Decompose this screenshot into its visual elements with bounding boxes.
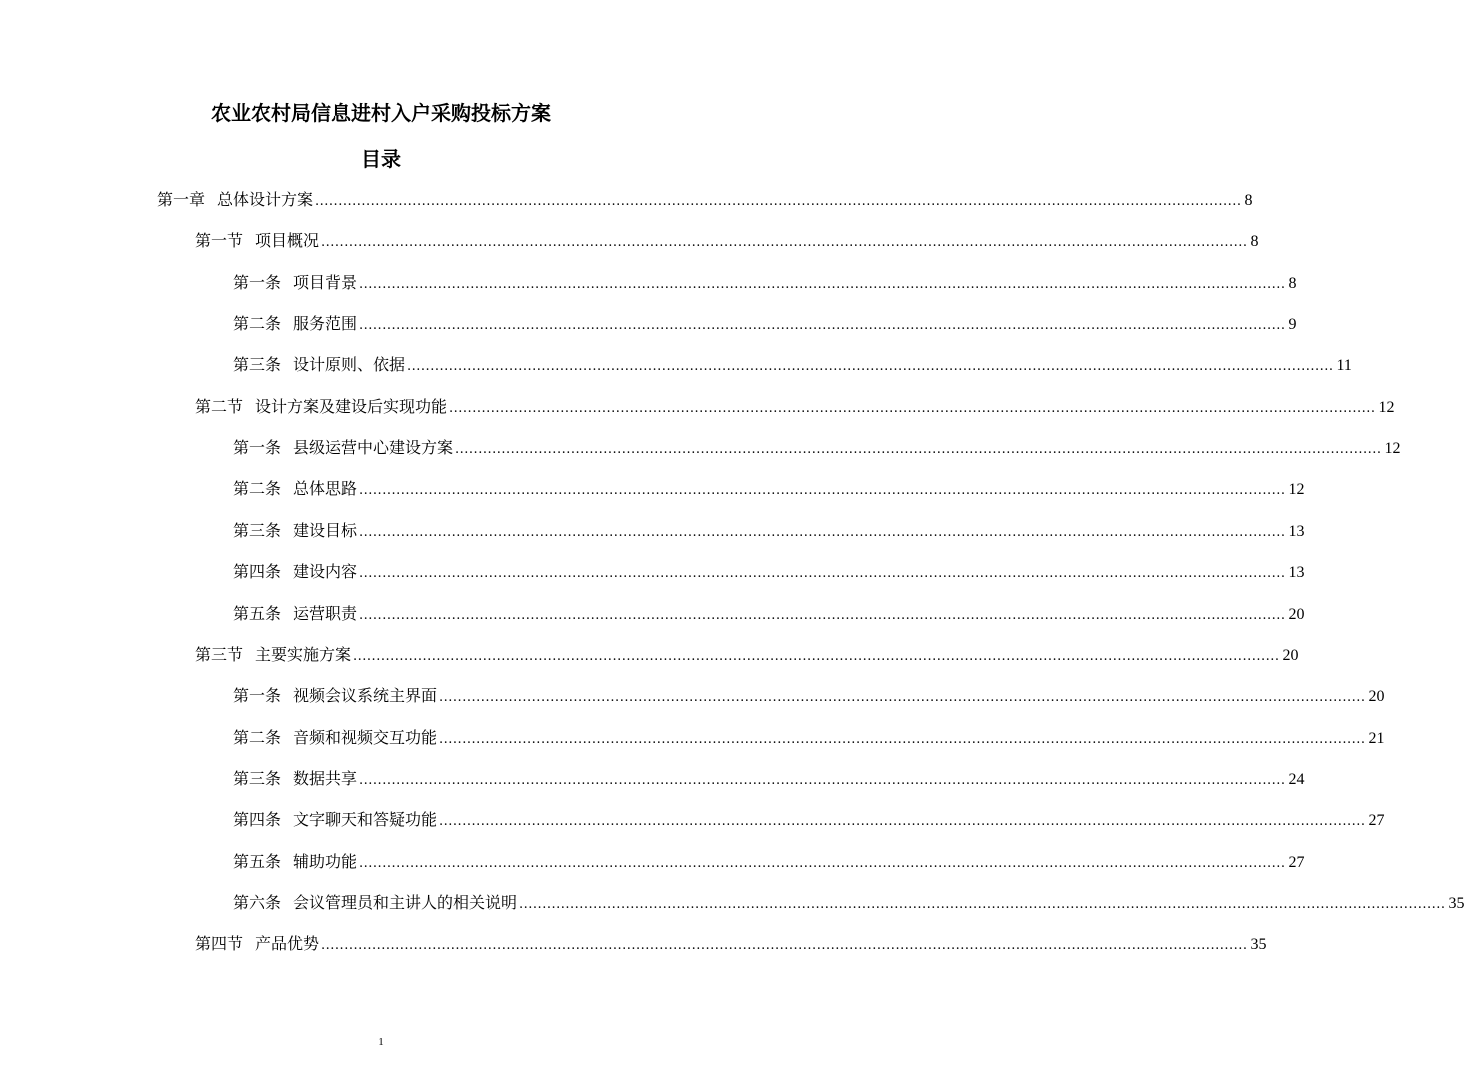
toc-entry-page: 13 [1288, 522, 1305, 540]
toc-dot-leader: ........................................................................................................................................................................................................ [519, 896, 1446, 912]
page-number: 1 [378, 1036, 384, 1048]
toc-entry[interactable] [195, 641, 1299, 669]
toc-entry-title: 建设目标 [293, 520, 358, 540]
toc-entry-title: 主要实施方案 [255, 644, 352, 664]
toc-entry-title: 数据共享 [293, 768, 358, 788]
toc-entry[interactable] [233, 889, 1465, 917]
toc-entry[interactable] [233, 600, 1305, 628]
toc-entry-title: 总体设计方案 [217, 190, 314, 209]
toc-dot-leader: ........................................................................................................................................................................................................ [321, 938, 1248, 954]
toc-entry[interactable] [233, 724, 1385, 752]
toc-entry[interactable] [233, 765, 1305, 793]
toc-entry[interactable] [233, 558, 1305, 586]
toc-entry[interactable] [195, 930, 1267, 958]
toc-dot-leader: ........................................................................................................................................................................................................ [439, 731, 1366, 747]
toc-dot-leader: ........................................................................................................................................................................................................ [439, 690, 1366, 706]
toc-entry[interactable] [233, 310, 1297, 338]
toc-entry-number: 第三条 [233, 355, 282, 375]
toc-entry[interactable] [233, 806, 1385, 834]
toc-dot-leader: ........................................................................................................................................................................................................ [359, 318, 1286, 334]
toc-entry-number: 第五条 [233, 603, 282, 623]
toc-entry[interactable] [195, 393, 1395, 421]
toc-entry[interactable] [233, 269, 1297, 297]
toc-entry-page: 8 [1244, 192, 1253, 209]
toc-entry[interactable] [157, 186, 1253, 214]
toc-dot-leader: ........................................................................................................................................................................................................ [449, 400, 1376, 416]
toc-dot-leader: ........................................................................................................................................................................................................ [407, 359, 1334, 375]
toc-entry-page: 13 [1288, 564, 1305, 582]
toc-entry-title: 设计方案及建设后实现功能 [255, 396, 448, 416]
toc-entry[interactable] [233, 848, 1305, 876]
toc-dot-leader: ........................................................................................................................................................................................................ [321, 235, 1248, 251]
toc-entry[interactable] [195, 227, 1259, 255]
toc-entry-number: 第四节 [195, 934, 244, 954]
toc-entry-title: 文字聊天和答疑功能 [293, 810, 438, 830]
toc-dot-leader: ........................................................................................................................................................................................................ [359, 772, 1286, 788]
toc-entry-title: 设计原则、依据 [293, 355, 406, 375]
toc-entry-number: 第二条 [233, 314, 282, 334]
toc-entry-title: 辅助功能 [293, 851, 358, 871]
toc-heading: 目录 [361, 147, 401, 171]
toc-entry-number: 第二节 [195, 396, 244, 416]
toc-dot-leader: ........................................................................................................................................................................................................ [439, 814, 1366, 830]
toc-entry[interactable] [233, 351, 1352, 379]
toc-dot-leader: ........................................................................................................................................................................................................ [359, 855, 1286, 871]
toc-entry-number: 第四条 [233, 810, 282, 830]
toc-entry-title: 服务范围 [293, 314, 358, 334]
toc-entry-title: 项目概况 [255, 231, 320, 251]
toc-entry-page: 35 [1448, 894, 1465, 912]
toc-entry-title: 会议管理员和主讲人的相关说明 [293, 892, 518, 912]
toc-dot-leader: ........................................................................................................................................................................................................ [359, 524, 1286, 540]
toc-entry-page: 20 [1368, 688, 1385, 706]
toc-entry-number: 第四条 [233, 562, 282, 582]
toc-entry-number: 第五条 [233, 851, 282, 871]
toc-dot-leader: ........................................................................................................................................................................................................ [455, 442, 1382, 458]
toc-dot-leader: ........................................................................................................................................................................................................ [359, 607, 1286, 623]
toc-entry-page: 12 [1378, 398, 1395, 416]
toc-entry-number: 第一节 [195, 231, 244, 251]
toc-entry-page: 21 [1368, 729, 1385, 747]
toc-entry-number: 第二条 [233, 479, 282, 499]
toc-dot-leader: ........................................................................................................................................................................................................ [353, 648, 1280, 664]
toc-entry-page: 8 [1250, 233, 1259, 251]
toc-entry-page: 12 [1288, 481, 1305, 499]
toc-entry-page: 9 [1288, 316, 1297, 334]
toc-entry-number: 第三条 [233, 768, 282, 788]
toc-entry[interactable] [233, 475, 1305, 503]
toc-entry-number: 第一条 [233, 686, 282, 706]
toc-entry-number: 第一章 [157, 190, 206, 209]
toc-entry-page: 12 [1384, 440, 1401, 458]
toc-entry-title: 音频和视频交互功能 [293, 727, 438, 747]
toc-entry-title: 项目背景 [293, 272, 358, 292]
toc-entry-title: 总体思路 [293, 479, 358, 499]
toc-entry-number: 第一条 [233, 438, 282, 458]
document-title: 农业农村局信息进村入户采购投标方案 [211, 101, 551, 125]
toc-entry-number: 第六条 [233, 892, 282, 912]
toc-entry-page: 8 [1288, 274, 1297, 292]
toc-entry-title: 产品优势 [255, 934, 320, 954]
toc-entry-number: 第三条 [233, 520, 282, 540]
toc-entry-page: 35 [1250, 936, 1267, 954]
toc-entry-title: 建设内容 [293, 562, 358, 582]
toc-entry-title: 运营职责 [293, 603, 358, 623]
toc-entry-page: 20 [1282, 646, 1299, 664]
toc-dot-leader: ........................................................................................................................................................................................................ [359, 276, 1286, 292]
toc-entry[interactable] [233, 517, 1305, 545]
toc-dot-leader: ........................................................................................................................................................................................................ [359, 566, 1286, 582]
toc-dot-leader: ........................................................................................................................................................................................................ [315, 194, 1242, 209]
toc-entry-number: 第一条 [233, 272, 282, 292]
toc-entry-page: 27 [1368, 812, 1385, 830]
toc-entry-title: 视频会议系统主界面 [293, 686, 438, 706]
toc-entry-page: 27 [1288, 853, 1305, 871]
toc-entry[interactable] [233, 682, 1385, 710]
toc-entry-number: 第二条 [233, 727, 282, 747]
toc-entry[interactable] [233, 434, 1401, 462]
toc-entry-title: 县级运营中心建设方案 [293, 438, 454, 458]
toc-entry-page: 20 [1288, 605, 1305, 623]
toc-entry-page: 24 [1288, 770, 1305, 788]
toc-dot-leader: ........................................................................................................................................................................................................ [359, 483, 1286, 499]
toc-entry-number: 第三节 [195, 644, 244, 664]
toc-entry-page: 11 [1336, 357, 1352, 375]
